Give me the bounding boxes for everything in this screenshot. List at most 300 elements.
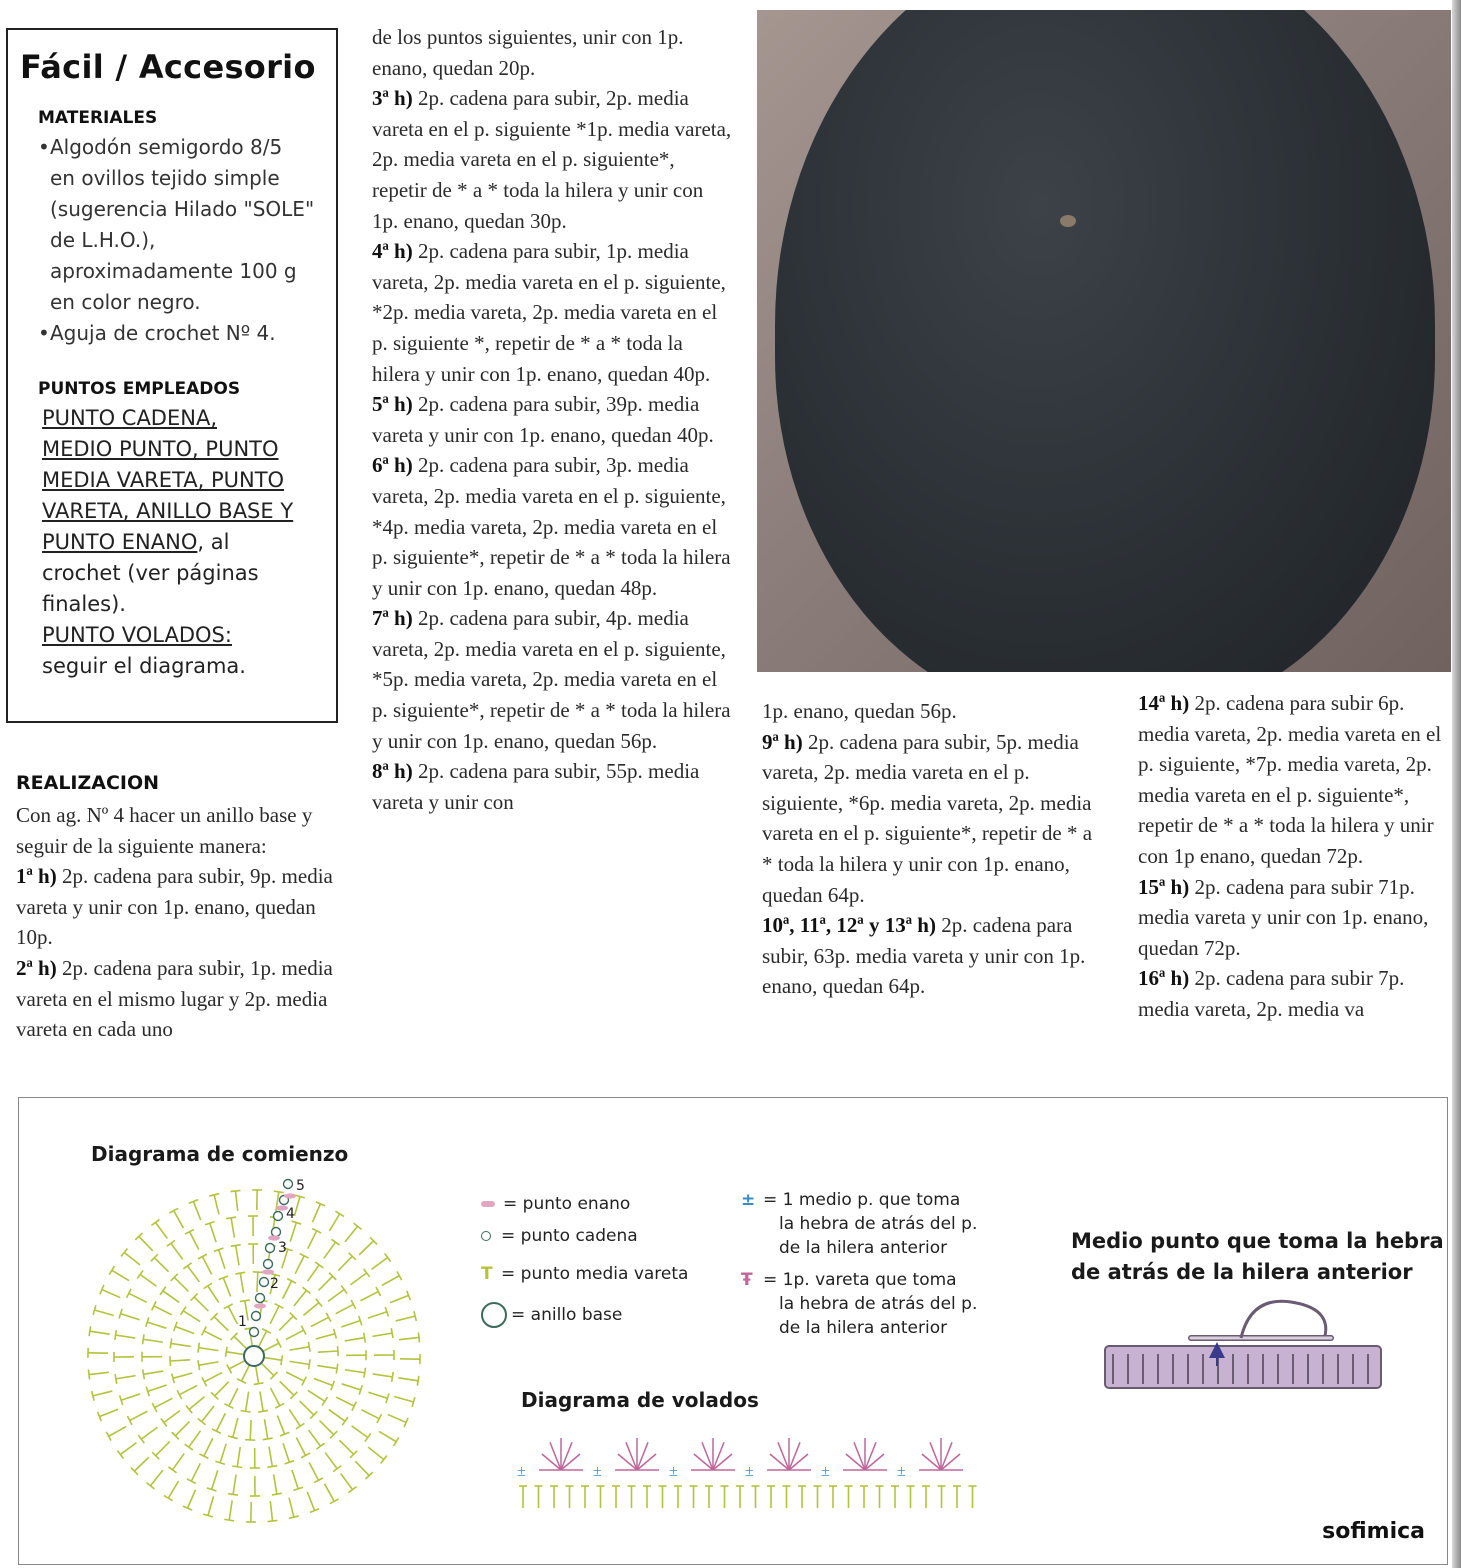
media-vareta-stitch bbox=[329, 1214, 339, 1231]
media-vareta-stitch bbox=[328, 1290, 344, 1302]
punto-cadena-mark bbox=[272, 1228, 281, 1237]
media-vareta-top bbox=[335, 1211, 344, 1216]
media-vareta-stitch bbox=[154, 1306, 172, 1315]
media-vareta-stitch bbox=[396, 1316, 415, 1321]
media-vareta-stitch bbox=[317, 1366, 337, 1369]
media-vareta-stitch bbox=[99, 1409, 118, 1416]
media-vareta-stitch bbox=[368, 1447, 384, 1459]
media-vareta-top bbox=[185, 1444, 193, 1450]
media-vareta-stitch bbox=[283, 1443, 289, 1462]
medio-punto-hebra-icon: ± bbox=[741, 1190, 756, 1210]
media-vareta-stitch bbox=[216, 1413, 225, 1431]
media-vareta-stitch bbox=[241, 1363, 250, 1381]
row-label: 16ª h) bbox=[1138, 966, 1190, 991]
medio-punto-hebra-mark: ± bbox=[593, 1463, 602, 1480]
media-vareta-stitch bbox=[352, 1426, 368, 1438]
instruction-row bbox=[762, 696, 1102, 727]
media-vareta-top bbox=[240, 1300, 250, 1302]
instruction-row bbox=[372, 389, 732, 450]
media-vareta-stitch bbox=[155, 1222, 167, 1238]
media-vareta-top bbox=[160, 1287, 166, 1295]
media-vareta-stitch bbox=[351, 1273, 367, 1285]
media-vareta-top bbox=[333, 1466, 341, 1472]
instruction-row bbox=[16, 861, 356, 953]
media-vareta-stitch bbox=[150, 1470, 162, 1486]
hat-photo bbox=[757, 10, 1451, 672]
media-vareta-stitch bbox=[124, 1252, 140, 1264]
media-vareta-stitch bbox=[290, 1347, 310, 1350]
anillo-base-icon bbox=[481, 1302, 507, 1328]
media-vareta-stitch bbox=[339, 1440, 353, 1454]
media-vareta-top bbox=[322, 1397, 327, 1405]
media-vareta-stitch bbox=[199, 1362, 219, 1365]
instruction-row bbox=[372, 603, 732, 756]
media-vareta-stitch bbox=[345, 1226, 357, 1242]
media-vareta-stitch bbox=[155, 1398, 173, 1407]
row-label: 1ª h) bbox=[16, 864, 57, 889]
punto-cadena-mark bbox=[274, 1212, 283, 1221]
media-vareta-top bbox=[235, 1272, 245, 1274]
media-vareta-top bbox=[115, 1374, 117, 1384]
row-text: 2p. cadena para subir, 55p. media vareta y unir con bbox=[372, 759, 700, 814]
media-vareta-stitch bbox=[303, 1303, 318, 1316]
media-vareta-top bbox=[365, 1433, 371, 1441]
media-vareta-stitch bbox=[270, 1306, 279, 1324]
media-vareta-top bbox=[169, 1208, 178, 1213]
media-vareta-stitch bbox=[237, 1447, 240, 1467]
media-vareta-stitch bbox=[342, 1384, 361, 1390]
media-vareta-stitch bbox=[175, 1422, 189, 1436]
media-vareta-top bbox=[263, 1438, 273, 1440]
instruction-row bbox=[372, 22, 732, 83]
media-vareta-top bbox=[268, 1520, 278, 1521]
row-label: 2ª h) bbox=[16, 955, 57, 980]
info-box bbox=[6, 28, 338, 723]
media-vareta-stitch bbox=[171, 1243, 183, 1259]
pattern-title: Fácil / Accesorio bbox=[20, 48, 316, 86]
media-vareta-top bbox=[106, 1432, 111, 1441]
page-edge bbox=[1452, 0, 1461, 1568]
media-vareta-stitch bbox=[109, 1427, 127, 1437]
media-vareta-top bbox=[272, 1493, 282, 1495]
media-vareta-stitch bbox=[190, 1232, 199, 1250]
materials-heading: MATERIALES bbox=[38, 108, 158, 128]
media-vareta-top bbox=[338, 1346, 339, 1356]
media-vareta-stitch bbox=[179, 1385, 197, 1394]
media-vareta-top bbox=[241, 1411, 251, 1412]
round-number-label: 4 bbox=[286, 1206, 295, 1222]
row-label: 5ª h) bbox=[372, 392, 413, 417]
material-item: de L.H.O.), bbox=[50, 228, 156, 252]
material-item: •Algodón semigordo 8/5 bbox=[38, 132, 324, 163]
material-item: (sugerencia Hilado "SOLE" bbox=[50, 197, 315, 221]
media-vareta-top bbox=[296, 1423, 304, 1429]
media-vareta-top bbox=[418, 1333, 419, 1343]
media-vareta-stitch bbox=[143, 1339, 163, 1342]
punto-cadena-mark bbox=[284, 1180, 293, 1189]
media-vareta-stitch bbox=[373, 1374, 393, 1377]
media-vareta-stitch bbox=[214, 1317, 228, 1331]
instruction-row bbox=[372, 450, 732, 603]
media-vareta-stitch bbox=[368, 1312, 387, 1318]
instructions-column-1 bbox=[16, 800, 356, 1045]
media-vareta-top bbox=[184, 1263, 192, 1269]
media-vareta-stitch bbox=[134, 1457, 148, 1471]
media-vareta-top bbox=[397, 1271, 402, 1280]
media-vareta-top bbox=[168, 1467, 176, 1473]
medio-punto-hebra-mark: ± bbox=[517, 1463, 526, 1480]
media-vareta-stitch bbox=[314, 1379, 333, 1386]
instructions-column-2 bbox=[372, 22, 732, 817]
media-vareta-stitch bbox=[189, 1397, 204, 1410]
media-vareta-stitch bbox=[336, 1304, 354, 1313]
media-vareta-stitch bbox=[220, 1444, 226, 1463]
legend-left: = punto enano = punto cadena T = punto media vareta = anillo base bbox=[481, 1192, 688, 1336]
media-vareta-stitch bbox=[289, 1409, 300, 1426]
media-vareta-stitch bbox=[191, 1463, 200, 1481]
media-vareta-top bbox=[274, 1191, 284, 1192]
media-vareta-top bbox=[254, 1383, 264, 1385]
media-vareta-stitch bbox=[95, 1310, 114, 1316]
media-vareta-stitch bbox=[93, 1391, 112, 1396]
media-vareta-stitch bbox=[338, 1256, 352, 1270]
media-vareta-stitch bbox=[399, 1337, 419, 1339]
row-label: 4ª h) bbox=[372, 239, 413, 264]
row-label: 7ª h) bbox=[372, 606, 413, 631]
media-vareta-stitch bbox=[388, 1414, 406, 1422]
media-vareta-stitch bbox=[279, 1316, 293, 1330]
media-vareta-stitch bbox=[325, 1453, 337, 1469]
media-vareta-stitch bbox=[231, 1218, 234, 1238]
hebra-illustration-title: Medio punto que toma la hebra de atrás de la hilera anterior bbox=[1071, 1229, 1444, 1284]
row-label: 6ª h) bbox=[372, 453, 413, 478]
vareta-hebra-icon: Ŧ bbox=[741, 1270, 753, 1290]
media-vareta-top bbox=[417, 1376, 418, 1386]
media-vareta-stitch bbox=[320, 1421, 334, 1435]
row-text: 2p. cadena para subir 6p. media vareta, 2p. media vareta en el p. siguiente, *7p. media vareta, 2p. media vareta en el p. siguiente*, repetir de * a * toda la hilera y unir con 1p enano, quedan 72p. bbox=[1138, 691, 1442, 868]
media-vareta-top bbox=[226, 1217, 236, 1219]
media-vareta-stitch bbox=[379, 1431, 396, 1441]
media-vareta-stitch bbox=[312, 1204, 320, 1222]
instruction-row bbox=[372, 83, 732, 236]
media-vareta-stitch bbox=[129, 1293, 147, 1302]
media-vareta-stitch bbox=[215, 1382, 229, 1396]
media-vareta-top bbox=[228, 1494, 238, 1495]
media-vareta-stitch bbox=[280, 1381, 294, 1395]
media-vareta-stitch bbox=[235, 1191, 237, 1211]
punto-cadena-mark bbox=[266, 1244, 275, 1253]
media-vareta-top bbox=[392, 1372, 393, 1382]
media-vareta-stitch bbox=[260, 1362, 274, 1376]
row-text: 2p. cadena para subir, 2p. media vareta en el p. siguiente *1p. media vareta, 2p. media vareta en el p. siguiente*, repetir de * a * toda la hilera y unir con 1p. enano, quedan 30p. bbox=[372, 86, 732, 233]
volados-heading: PUNTO VOLADOS: bbox=[42, 623, 232, 647]
media-vareta-stitch bbox=[175, 1326, 194, 1333]
media-vareta-stitch bbox=[325, 1484, 335, 1502]
media-vareta-stitch bbox=[308, 1231, 317, 1249]
media-vareta-top bbox=[364, 1368, 365, 1378]
media-vareta-top bbox=[309, 1359, 310, 1369]
media-vareta-stitch bbox=[174, 1211, 184, 1229]
punto-cadena-mark bbox=[264, 1260, 273, 1269]
media-vareta-stitch bbox=[214, 1195, 219, 1214]
media-vareta-stitch bbox=[163, 1291, 179, 1303]
media-vareta-stitch bbox=[295, 1256, 304, 1274]
media-vareta-stitch bbox=[372, 1257, 388, 1269]
media-vareta-stitch bbox=[319, 1276, 333, 1290]
media-vareta-top bbox=[308, 1342, 310, 1352]
media-vareta-stitch bbox=[240, 1273, 243, 1293]
media-vareta-stitch bbox=[204, 1438, 213, 1456]
row-text: 2p. cadena para subir, 5p. media vareta, 2p. media vareta en el p. siguiente, *6p. media vareta, 2p. media vareta en el p. siguiente*, repetir de * a * toda la hilera y unir con 1p. enano, quedan 64p. bbox=[762, 729, 1093, 907]
media-vareta-stitch bbox=[233, 1475, 236, 1495]
media-vareta-top bbox=[198, 1360, 200, 1370]
media-vareta-stitch bbox=[390, 1295, 409, 1302]
punto-cadena-mark bbox=[250, 1328, 259, 1337]
media-vareta-stitch bbox=[229, 1388, 238, 1406]
material-item: en color negro. bbox=[50, 290, 201, 314]
media-vareta-stitch bbox=[286, 1330, 304, 1339]
instruction-row bbox=[16, 800, 356, 861]
medio-punto-hebra-mark: ± bbox=[745, 1463, 754, 1480]
media-vareta-stitch bbox=[141, 1427, 157, 1439]
media-vareta-top bbox=[385, 1253, 391, 1261]
start-diagram-title: Diagrama de comienzo bbox=[91, 1142, 349, 1166]
media-vareta-top bbox=[391, 1328, 393, 1338]
materials-list bbox=[38, 132, 324, 349]
media-vareta-stitch bbox=[112, 1270, 129, 1280]
media-vareta-stitch bbox=[311, 1317, 329, 1326]
media-vareta-stitch bbox=[212, 1470, 218, 1489]
media-vareta-stitch bbox=[219, 1250, 225, 1269]
media-vareta-stitch bbox=[223, 1278, 230, 1297]
brand-watermark: sofimica bbox=[1322, 1519, 1425, 1544]
media-vareta-stitch bbox=[148, 1385, 167, 1391]
media-vareta-stitch bbox=[173, 1373, 192, 1378]
media-vareta-stitch bbox=[368, 1392, 387, 1398]
media-vareta-top bbox=[331, 1239, 339, 1245]
media-vareta-top bbox=[198, 1343, 199, 1353]
media-vareta-stitch bbox=[359, 1241, 373, 1255]
media-vareta-top bbox=[231, 1245, 241, 1247]
media-vareta-stitch bbox=[361, 1410, 379, 1419]
media-vareta-stitch bbox=[188, 1266, 200, 1282]
media-vareta-top bbox=[342, 1417, 348, 1425]
row-label: 9ª h) bbox=[762, 729, 803, 754]
media-vareta-top bbox=[181, 1307, 186, 1315]
medio-punto-hebra-mark: ± bbox=[821, 1463, 830, 1480]
media-vareta-stitch bbox=[394, 1396, 413, 1402]
media-vareta-stitch bbox=[270, 1501, 272, 1521]
media-vareta-top bbox=[226, 1347, 227, 1357]
medio-punto-hebra-mark: ± bbox=[897, 1463, 906, 1480]
media-vareta-top bbox=[330, 1499, 339, 1504]
row-text: 2p. cadena para subir, 39p. media vareta y unir con 1p. enano, quedan 40p. bbox=[372, 392, 714, 447]
media-vareta-stitch bbox=[274, 1474, 277, 1494]
legend-right: ± = 1 medio p. que toma la hebra de atrás del p. de la hilera anterior Ŧ = 1p. vareta que toma la hebra de atrás del p. de la hilera anterior bbox=[741, 1190, 978, 1338]
bullet-icon: • bbox=[38, 135, 50, 159]
media-vareta-stitch bbox=[290, 1223, 296, 1242]
media-vareta-top bbox=[115, 1330, 116, 1340]
media-vareta-stitch bbox=[324, 1242, 336, 1258]
row-text: de los puntos siguientes, unir con 1p. enano, quedan 20p. bbox=[372, 25, 684, 80]
instruction-row bbox=[762, 727, 1102, 911]
media-vareta-stitch bbox=[202, 1257, 211, 1275]
media-vareta-stitch bbox=[121, 1314, 140, 1320]
material-item: •Aguja de crochet Nº 4. bbox=[38, 318, 324, 349]
round-number-label: 1 bbox=[238, 1314, 247, 1330]
media-vareta-stitch bbox=[156, 1441, 170, 1455]
media-vareta-top bbox=[161, 1418, 167, 1426]
media-vareta-top bbox=[348, 1487, 356, 1493]
anillo-base-mark bbox=[244, 1346, 264, 1366]
media-vareta-stitch bbox=[294, 1290, 306, 1306]
media-vareta-stitch bbox=[286, 1372, 304, 1381]
media-vareta-stitch bbox=[250, 1420, 251, 1440]
bullet-icon: • bbox=[38, 321, 50, 345]
punto-cadena-mark bbox=[256, 1294, 265, 1303]
instruction-row bbox=[1138, 872, 1453, 964]
media-vareta-stitch bbox=[300, 1401, 314, 1415]
media-vareta-top bbox=[167, 1240, 175, 1246]
row-label: 8ª h) bbox=[372, 759, 413, 784]
media-vareta-stitch bbox=[309, 1430, 321, 1446]
media-vareta-top bbox=[316, 1443, 324, 1449]
media-vareta-stitch bbox=[246, 1392, 249, 1412]
media-vareta-stitch bbox=[336, 1397, 354, 1406]
media-vareta-stitch bbox=[102, 1290, 120, 1298]
media-vareta-stitch bbox=[309, 1463, 318, 1481]
media-vareta-stitch bbox=[189, 1431, 201, 1447]
media-vareta-stitch bbox=[174, 1277, 188, 1291]
instruction-row bbox=[372, 756, 732, 817]
media-vareta-stitch bbox=[382, 1276, 400, 1286]
media-vareta-stitch bbox=[204, 1331, 222, 1340]
points-heading: PUNTOS EMPLEADOS bbox=[38, 379, 241, 399]
instruction-row bbox=[372, 236, 732, 389]
media-vareta-stitch bbox=[229, 1500, 232, 1520]
row-text: 2p. cadena para subir, 4p. media vareta, 2p. media vareta en el p. siguiente, *5p. media vareta, 2p. media vareta en el p. siguiente*, repetir de * a * toda la hilera y unir con 1p. enano, quedan 56p. bbox=[372, 606, 731, 753]
round-number-label: 3 bbox=[278, 1240, 287, 1256]
media-vareta-stitch bbox=[307, 1492, 314, 1511]
media-vareta-stitch bbox=[345, 1370, 365, 1373]
media-vareta-stitch bbox=[183, 1311, 200, 1322]
media-vareta-stitch bbox=[236, 1246, 239, 1266]
media-vareta-stitch bbox=[318, 1351, 338, 1352]
media-vareta-stitch bbox=[361, 1292, 379, 1301]
media-vareta-stitch bbox=[90, 1331, 110, 1334]
media-vareta-stitch bbox=[139, 1236, 153, 1250]
media-vareta-stitch bbox=[308, 1390, 325, 1401]
media-vareta-top bbox=[224, 1519, 234, 1520]
media-vareta-stitch bbox=[294, 1197, 300, 1216]
media-vareta-stitch bbox=[164, 1411, 180, 1423]
row-label: 14ª h) bbox=[1138, 691, 1190, 715]
media-vareta-stitch bbox=[289, 1498, 294, 1517]
row-text: 2p. cadena para subir 7p. media vareta, 2p. media va bbox=[1138, 966, 1405, 1021]
media-vareta-top bbox=[267, 1466, 277, 1468]
media-vareta-stitch bbox=[121, 1394, 140, 1400]
media-vareta-top bbox=[143, 1369, 145, 1379]
media-vareta-top bbox=[231, 1190, 241, 1191]
media-vareta-stitch bbox=[308, 1265, 320, 1281]
media-vareta-stitch bbox=[194, 1297, 208, 1311]
crochet-hat-image bbox=[775, 10, 1435, 672]
media-vareta-stitch bbox=[208, 1496, 214, 1515]
row-text: 2p. cadena para subir, 1p. media vareta en el mismo lugar y 2p. media vareta en cada uno bbox=[16, 955, 333, 1042]
media-vareta-stitch bbox=[140, 1275, 156, 1287]
media-vareta-stitch bbox=[202, 1406, 214, 1422]
media-vareta-stitch bbox=[329, 1410, 345, 1422]
media-vareta-stitch bbox=[292, 1470, 298, 1489]
media-vareta-top bbox=[143, 1334, 144, 1344]
instructions-column-3 bbox=[762, 696, 1102, 1002]
media-vareta-icon: T bbox=[481, 1264, 493, 1284]
round-number-label: 2 bbox=[270, 1276, 279, 1292]
punto-enano-icon bbox=[481, 1201, 495, 1207]
punto-cadena-mark bbox=[252, 1312, 261, 1321]
row-text: 2p. cadena para subir, 3p. media vareta, 2p. media vareta en el p. siguiente, *4p. media vareta, 2p. media vareta en el p. siguiente*, repetir de * a * toda la hilera y unir con 1p. enano, quedan 48p. bbox=[372, 453, 731, 600]
media-vareta-stitch bbox=[144, 1371, 164, 1374]
instructions-column-4 bbox=[1138, 688, 1453, 1025]
media-vareta-top bbox=[364, 1269, 370, 1277]
row-text: 2p. cadena para subir 71p. media vareta y unir con 1p. enano, quedan 72p. bbox=[1138, 874, 1429, 960]
media-vareta-stitch bbox=[188, 1490, 196, 1508]
media-vareta-stitch bbox=[120, 1443, 136, 1455]
media-vareta-top bbox=[258, 1410, 268, 1412]
media-vareta-stitch bbox=[210, 1223, 216, 1242]
instruction-row bbox=[1138, 688, 1453, 872]
punto-enano-mark bbox=[254, 1303, 266, 1308]
row-text: 2p. cadena para subir, 63p. media vareta y unir con 1p. enano, quedan 64p. bbox=[762, 913, 1086, 999]
media-vareta-stitch bbox=[208, 1286, 219, 1303]
media-vareta-stitch bbox=[199, 1348, 219, 1351]
punto-cadena-icon bbox=[481, 1231, 491, 1241]
media-vareta-top bbox=[232, 1466, 242, 1467]
media-vareta-stitch bbox=[283, 1281, 292, 1299]
media-vareta-stitch bbox=[277, 1416, 284, 1435]
media-vareta-stitch bbox=[89, 1372, 109, 1374]
media-vareta-stitch bbox=[171, 1343, 191, 1346]
media-vareta-stitch bbox=[170, 1360, 190, 1361]
media-vareta-stitch bbox=[116, 1376, 136, 1379]
media-vareta-stitch bbox=[398, 1378, 418, 1381]
media-vareta-top bbox=[170, 1339, 171, 1349]
instruction-row bbox=[1138, 963, 1453, 1024]
media-vareta-top bbox=[109, 1266, 114, 1275]
row-text: Con ag. Nº 4 hacer un anillo base y seguir de la siguiente manera: bbox=[16, 803, 313, 858]
punto-enano-mark bbox=[284, 1193, 296, 1198]
start-diagram bbox=[79, 1176, 429, 1556]
instruction-row bbox=[762, 910, 1102, 1002]
punto-enano-mark bbox=[262, 1269, 274, 1274]
medio-punto-hebra-mark: ± bbox=[669, 1463, 678, 1480]
media-vareta-stitch bbox=[290, 1361, 310, 1364]
media-vareta-top bbox=[364, 1333, 366, 1343]
media-vareta-top bbox=[281, 1355, 282, 1365]
row-label: 10ª, 11ª, 12ª y 13ª h) bbox=[762, 913, 936, 938]
media-vareta-top bbox=[88, 1370, 89, 1380]
volados-diagram-title: Diagrama de volados bbox=[521, 1388, 759, 1412]
instruction-row bbox=[16, 953, 356, 1045]
media-vareta-stitch bbox=[345, 1338, 365, 1341]
media-vareta-stitch bbox=[255, 1364, 258, 1384]
diagram-panel bbox=[18, 1097, 1448, 1565]
media-vareta-stitch bbox=[147, 1322, 166, 1328]
media-vareta-top bbox=[341, 1286, 347, 1294]
media-vareta-stitch bbox=[204, 1373, 222, 1382]
media-vareta-top bbox=[89, 1326, 90, 1336]
media-vareta-stitch bbox=[130, 1411, 148, 1420]
